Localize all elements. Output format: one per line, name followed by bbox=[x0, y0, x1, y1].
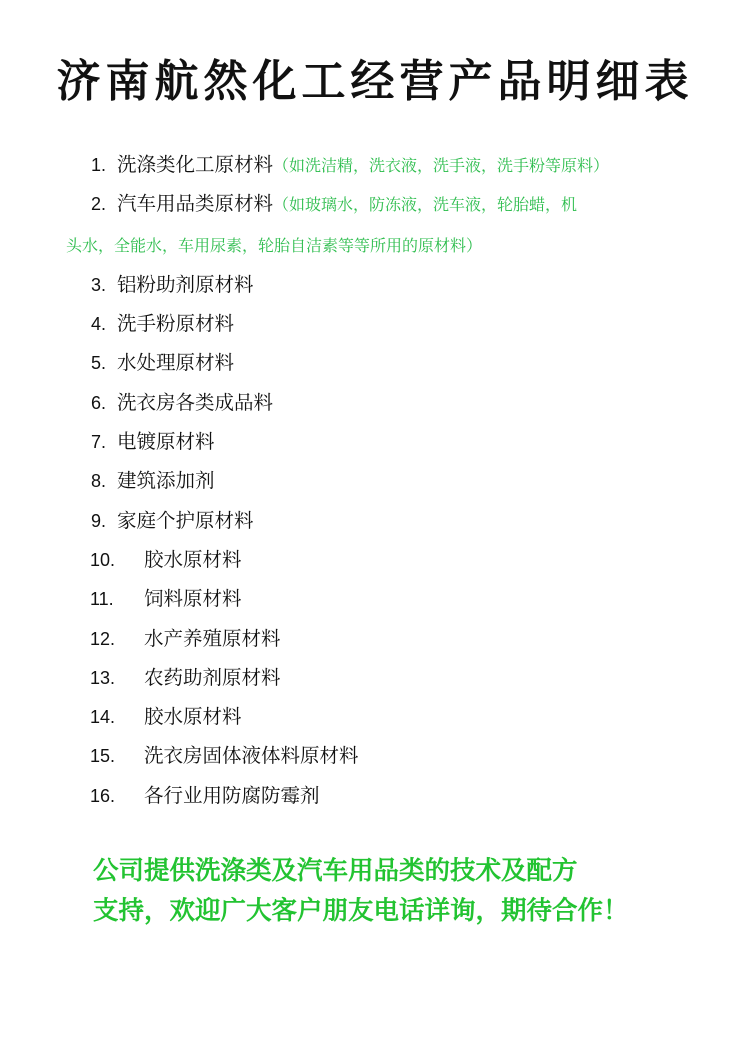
item-name: 洗涤类化工原材料 bbox=[117, 153, 274, 176]
item-number: 7. bbox=[91, 432, 107, 453]
item-name: 洗衣房固体液体料原材料 bbox=[144, 744, 359, 768]
item-name: 农药助剂原材料 bbox=[144, 665, 281, 689]
item-number: 6. bbox=[91, 392, 107, 413]
item-first-line bbox=[0, 184, 750, 224]
list-item bbox=[0, 579, 750, 618]
item-name: 水处理原材料 bbox=[117, 351, 235, 375]
item-number: 12. bbox=[90, 628, 116, 649]
item-number: 9. bbox=[91, 510, 107, 531]
item-note: （如洗洁精，洗衣液，洗手液，洗手粉等原料） bbox=[273, 156, 610, 175]
list-item bbox=[0, 658, 750, 697]
item-name: 胶水原材料 bbox=[144, 547, 242, 571]
product-list bbox=[0, 145, 750, 815]
list-item bbox=[0, 265, 750, 304]
list-item bbox=[0, 619, 750, 658]
list-item bbox=[0, 697, 750, 736]
item-name: 胶水原材料 bbox=[144, 705, 242, 729]
item-number: 2. bbox=[91, 194, 107, 215]
item-number: 5. bbox=[91, 353, 107, 374]
list-item bbox=[0, 343, 750, 382]
item-name: 水产养殖原材料 bbox=[144, 626, 281, 650]
page-title: 济南航然化工经营产品明细表 bbox=[56, 56, 694, 107]
item-number: 4. bbox=[91, 314, 107, 335]
footer-notice bbox=[93, 851, 713, 931]
item-second-line bbox=[0, 225, 750, 265]
list-item bbox=[0, 184, 750, 265]
item-number: 16. bbox=[90, 785, 116, 806]
item-number: 1. bbox=[91, 155, 107, 175]
list-item bbox=[0, 145, 750, 184]
list-item bbox=[0, 736, 750, 775]
item-name: 洗衣房各类成品料 bbox=[117, 390, 274, 414]
item-number: 10. bbox=[90, 549, 116, 570]
item-name: 各行业用防腐防霉剂 bbox=[144, 783, 320, 807]
item-number: 14. bbox=[90, 707, 116, 728]
list-item bbox=[0, 540, 750, 579]
list-item bbox=[0, 422, 750, 461]
list-item bbox=[0, 501, 750, 540]
item-number: 13. bbox=[90, 667, 116, 688]
item-number: 8. bbox=[91, 471, 107, 492]
list-item bbox=[0, 776, 750, 815]
list-item bbox=[0, 383, 750, 422]
list-item bbox=[0, 304, 750, 343]
item-number: 15. bbox=[90, 746, 116, 767]
item-name: 洗手粉原材料 bbox=[117, 312, 235, 336]
item-number: 11. bbox=[90, 589, 114, 610]
item-note-continued: 头水，全能水，车用尿素，轮胎自洁素等等所用的原材料） bbox=[66, 235, 483, 255]
list-item bbox=[0, 461, 750, 500]
item-name: 电镀原材料 bbox=[117, 430, 215, 454]
item-name: 家庭个护原材料 bbox=[117, 508, 254, 532]
item-note: （如玻璃水，防冻液，洗车液，轮胎蜡，机 bbox=[273, 195, 578, 215]
item-name: 汽车用品类原材料 bbox=[117, 192, 274, 216]
item-number: 3. bbox=[91, 274, 107, 295]
footer-line-2: 支持，欢迎广大客户朋友电话详询，期待合作！ bbox=[93, 896, 629, 926]
item-name: 铝粉助剂原材料 bbox=[117, 272, 254, 296]
item-name: 饲料原材料 bbox=[144, 587, 242, 611]
item-name: 建筑添加剂 bbox=[117, 469, 215, 493]
footer-line-1: 公司提供洗涤类及汽车用品类的技术及配方 bbox=[93, 856, 578, 886]
